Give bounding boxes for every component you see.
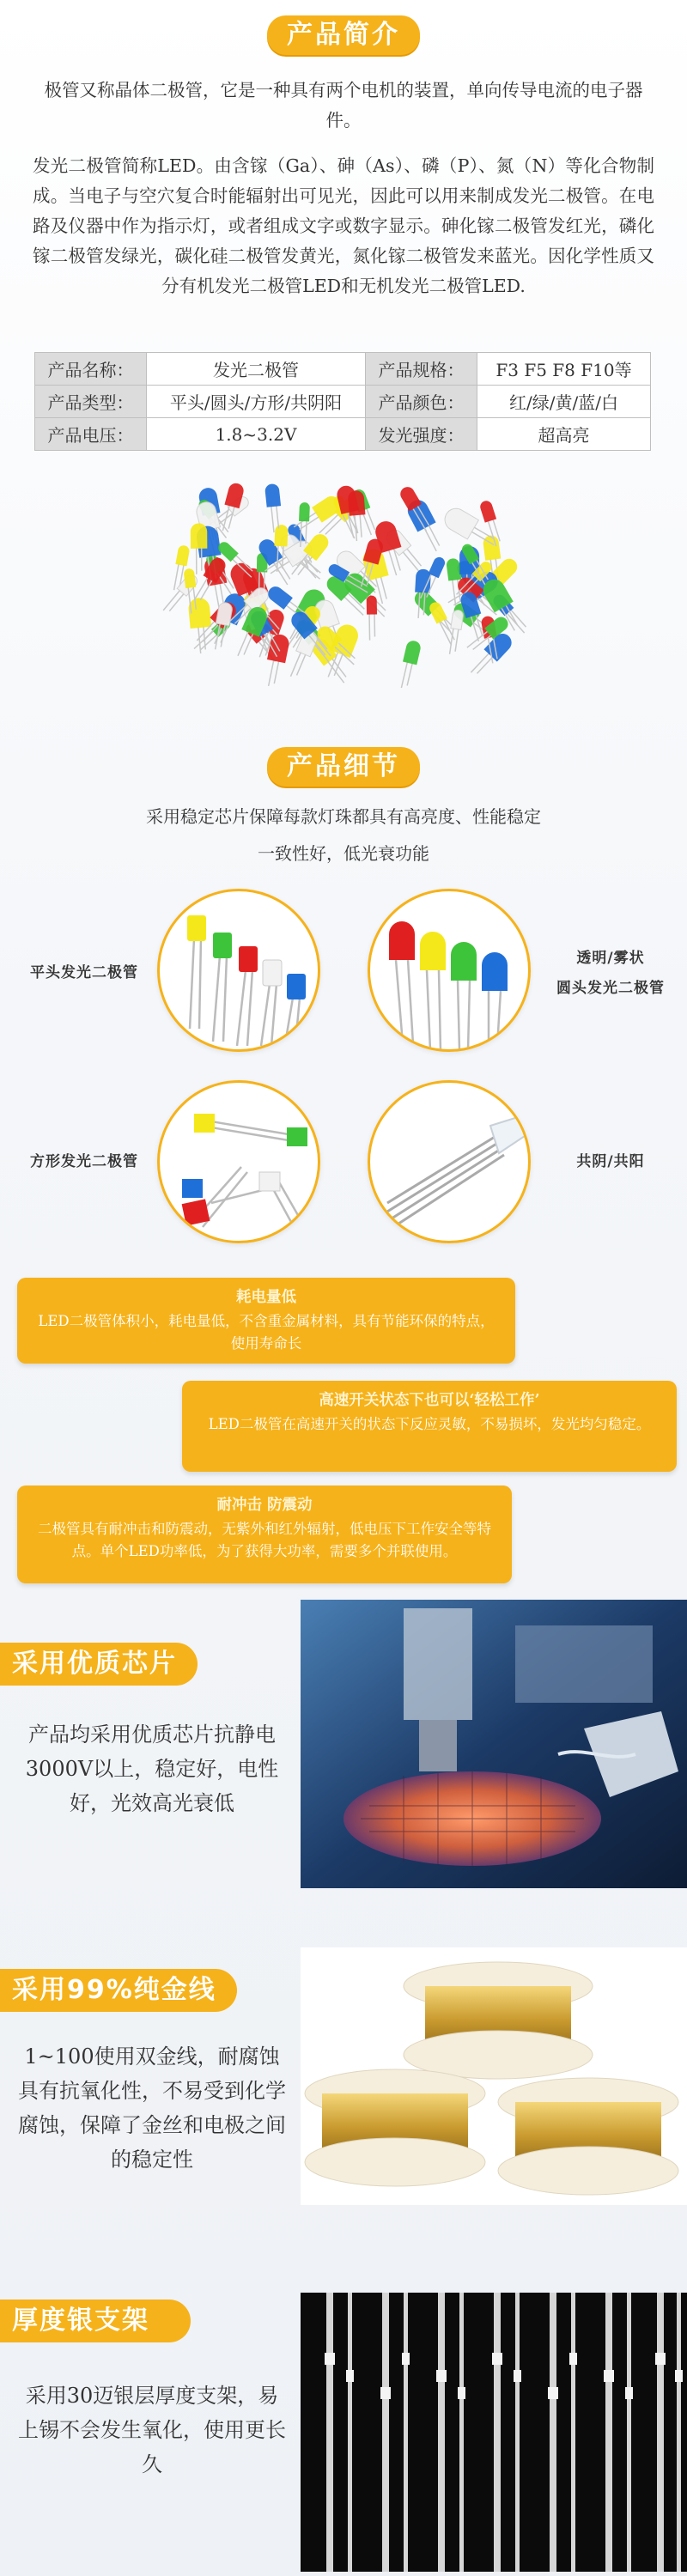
- round-led-label-1: 透明/雾状: [576, 950, 645, 967]
- spec-value: 发光二极管: [147, 353, 366, 386]
- led-pile-photo: [155, 472, 532, 696]
- spec-key: 产品颜色：: [366, 386, 477, 418]
- chip-tag: 采用优质芯片: [0, 1643, 198, 1686]
- common-led-label: 共阴/共阳: [576, 1153, 645, 1170]
- intro-header: 产品简介: [267, 15, 420, 55]
- spec-row: [35, 386, 651, 418]
- spec-value: 1.8~3.2V: [147, 418, 366, 451]
- spec-key: 产品电压：: [35, 418, 147, 451]
- round-led-label-2: 圆头发光二极管: [556, 980, 665, 997]
- square-led-image: [157, 1080, 320, 1243]
- feature-body: LED二极管在高速开关的状态下反应灵敏，不易损坏，发光均匀稳定。: [208, 1416, 651, 1432]
- gold-wire-tag: 采用99%纯金线: [0, 1969, 237, 2012]
- feature-shockproof: [17, 1485, 512, 1583]
- feature-low-power: [17, 1278, 515, 1364]
- silver-bracket-image: [301, 2293, 687, 2572]
- flat-led-image: [157, 889, 320, 1052]
- common-anode-led-image: [368, 1080, 531, 1243]
- spec-key: 产品规格：: [366, 353, 477, 386]
- feature-title: 耗电量低: [236, 1289, 296, 1306]
- spec-key: 产品名称：: [35, 353, 147, 386]
- flat-led-label: 平头发光二极管: [30, 964, 138, 981]
- feature-title: 高速开关状态下也可以‘轻松工作’: [319, 1392, 540, 1409]
- gold-wire-spools-image: [301, 1947, 687, 2205]
- feature-title: 耐冲击 防震动: [216, 1497, 313, 1514]
- gold-wire-text: 1~100使用双金线，耐腐蚀具有抗氧化性，不易受到化学腐蚀，保障了金丝和电极之间的稳定性: [18, 2044, 286, 2172]
- spec-value: 平头/圆头/方形/共阴阳: [147, 386, 366, 418]
- spec-key: 发光强度：: [366, 418, 477, 451]
- spec-value: 红/绿/黄/蓝/白: [477, 386, 651, 418]
- chip-text: 产品均采用优质芯片抗静电3000V以上，稳定好，电性好，光效高光衰低: [25, 1722, 279, 1815]
- spec-row: [35, 418, 651, 451]
- silver-bracket-text: 采用30迈银层厚度支架，易上锡不会发生氧化，使用更长久: [18, 2384, 286, 2476]
- chip-machine-image: [301, 1600, 687, 1888]
- intro-paragraph-1: 极管又称晶体二极管，它是一种具有两个电机的装置，单向传导电流的电子器件。: [44, 80, 643, 131]
- spec-table: [34, 352, 651, 451]
- spec-value: F3 F5 F8 F10等: [477, 353, 651, 386]
- round-led-image: [368, 889, 531, 1052]
- silver-bracket-tag: 厚度银支架: [0, 2300, 191, 2342]
- spec-key: 产品类型：: [35, 386, 147, 418]
- feature-high-speed: [182, 1381, 677, 1472]
- feature-body: 二极管具有耐冲击和防震动，无紫外和红外辐射，低电压下工作安全等特点。单个LED功率低，为了获得大功率，需要多个并联使用。: [38, 1521, 491, 1559]
- intro-paragraph-2: 发光二极管简称LED。由含镓（Ga）、砷（As）、磷（P）、氮（N）等化合物制成。当电子与空穴复合时能辐射出可见光，因此可以用来制成发光二极管。在电路及仪器中作为指示灯，或者组成文字或数字显示。砷化镓二极管发红光，磷化镓二极管发绿光，碳化硅二极管发黄光，氮化镓二极管发来蓝光。因化学性质又分有机发光二极管LED和无机发光二极管LED.: [33, 155, 654, 296]
- spec-row: [35, 353, 651, 386]
- detail-desc-line2: 一致性好，低光衰功能: [258, 843, 429, 864]
- detail-desc-line1: 采用稳定芯片保障每款灯珠都具有高亮度、性能稳定: [146, 806, 541, 827]
- detail-header: 产品细节: [267, 747, 420, 787]
- square-led-label: 方形发光二极管: [30, 1153, 138, 1170]
- feature-body: LED二极管体积小，耗电量低，不含重金属材料，具有节能环保的特点，使用寿命长: [38, 1313, 495, 1352]
- spec-value: 超高亮: [477, 418, 651, 451]
